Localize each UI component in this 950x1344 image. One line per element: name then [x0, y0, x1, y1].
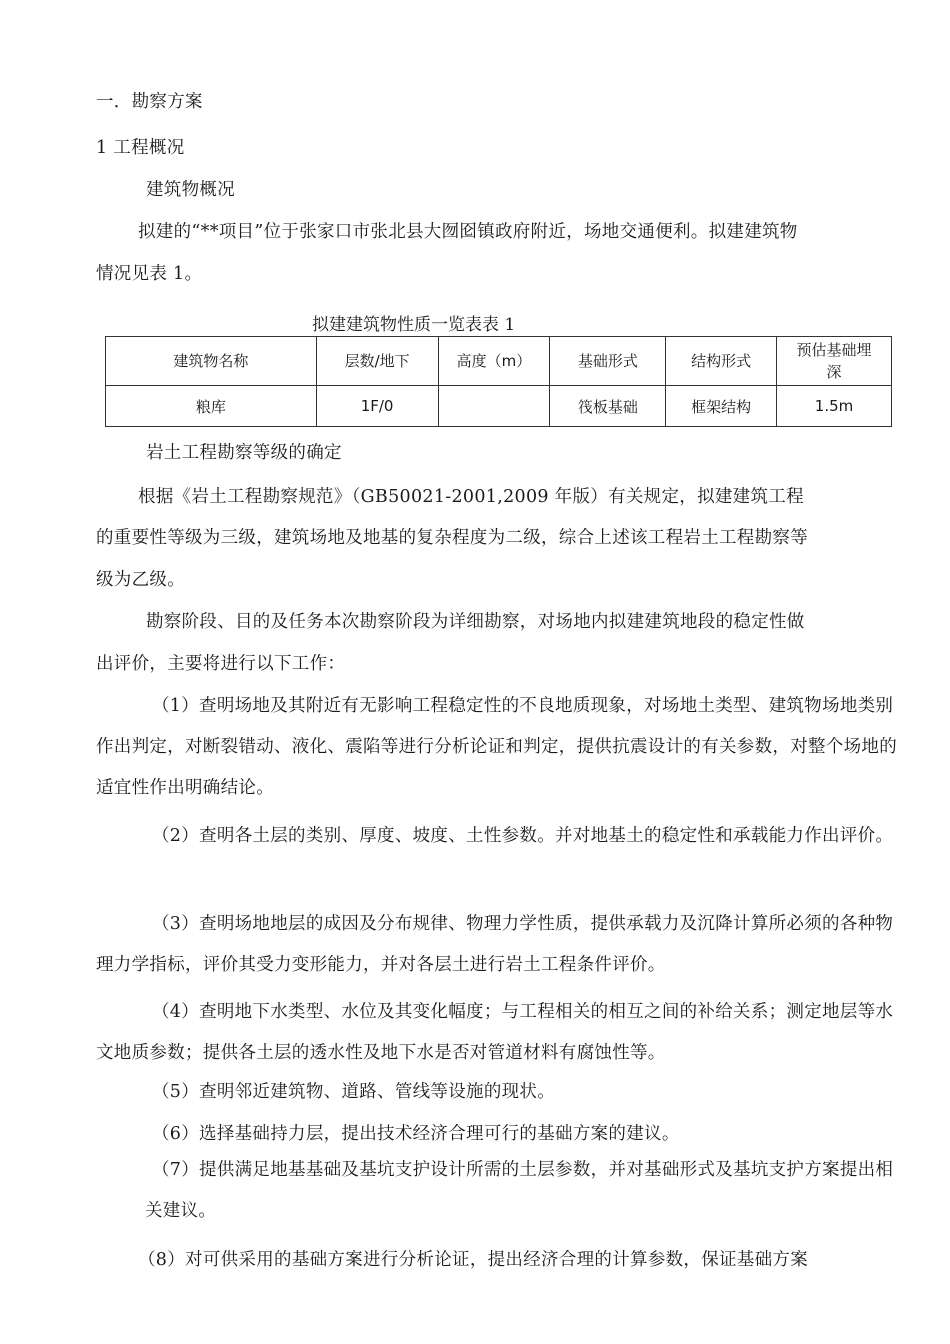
table-header-cell: 高度（m）	[438, 337, 550, 386]
table-caption: 拟建建筑物性质一览表表 1	[312, 315, 516, 335]
section-heading: 一．勘察方案	[96, 92, 203, 112]
table-cell: 1F/0	[316, 386, 438, 427]
paragraph-line: 勘察阶段、目的及任务本次勘察阶段为详细勘察，对场地内拟建建筑地段的稳定性做	[146, 612, 805, 632]
table-cell	[438, 386, 550, 427]
paragraph-line: 出评价，主要将进行以下工作：	[96, 654, 346, 674]
list-item: （1）查明场地及其附近有无影响工程稳定性的不良地质现象，对场地土类型、建筑物场地类别作出判定，对断裂错动、液化、震陷等进行分析论证和判定，提供抗震设计的有关参数，对整个场地的适宜性作出明确结论。	[96, 696, 897, 798]
list-item: （8）对可供采用的基础方案进行分析论证，提出经济合理的计算参数，保证基础方案	[138, 1250, 809, 1270]
list-item: （3）查明场地地层的成因及分布规律、物理力学性质，提供承载力及沉降计算所必须的各种物理力学指标，评价其受力变形能力，并对各层土进行岩土工程条件评价。	[96, 914, 894, 975]
paragraph-line: 拟建的“**项目”位于张家口市张北县大囫囵镇政府附近，场地交通便利。拟建建筑物	[138, 222, 798, 242]
list-item: （4）查明地下水类型、水位及其变化幅度；与工程相关的相互之间的补给关系；测定地层等水文地质参数；提供各土层的透水性及地下水是否对管道材料有腐蚀性等。	[96, 1002, 894, 1063]
paragraph-line: 级为乙级。	[96, 570, 185, 590]
subsubsection-heading: 岩土工程勘察等级的确定	[146, 443, 342, 463]
table-cell: 粮库	[106, 386, 317, 427]
table-header-cell: 建筑物名称	[106, 337, 317, 386]
table-header-cell: 基础形式	[550, 337, 666, 386]
table-cell: 框架结构	[666, 386, 777, 427]
building-table	[105, 336, 892, 427]
table-header-cell: 结构形式	[666, 337, 777, 386]
list-item: （2）查明各土层的类别、厚度、坡度、土性参数。并对地基土的稳定性和承载能力作出评价。	[152, 826, 894, 846]
list-item: （7）提供满足地基基础及基坑支护设计所需的土层参数，并对基础形式及基坑支护方案提出相关建议。	[145, 1160, 894, 1221]
subsection-heading: 1 工程概况	[96, 138, 185, 158]
paragraph-line: 情况见表 1。	[96, 264, 203, 284]
list-item: （6）选择基础持力层，提出技术经济合理可行的基础方案的建议。	[152, 1124, 680, 1144]
table-cell: 筏板基础	[550, 386, 666, 427]
paragraph-line: 根据《岩土工程勘察规范》（GB50021-2001,2009 年版）有关规定，拟建建筑工程	[138, 487, 804, 507]
table-cell: 1.5m	[777, 386, 892, 427]
table-header-row	[106, 337, 892, 386]
table-header-cell: 层数/地下	[316, 337, 438, 386]
subsubsection-heading: 建筑物概况	[146, 180, 235, 200]
list-item: （5）查明邻近建筑物、道路、管线等设施的现状。	[152, 1082, 556, 1102]
table-header-cell: 预估基础埋深	[777, 337, 892, 386]
paragraph-line: 的重要性等级为三级，建筑场地及地基的复杂程度为二级，综合上述该工程岩土工程勘察等	[96, 528, 808, 548]
table-row	[106, 386, 892, 427]
